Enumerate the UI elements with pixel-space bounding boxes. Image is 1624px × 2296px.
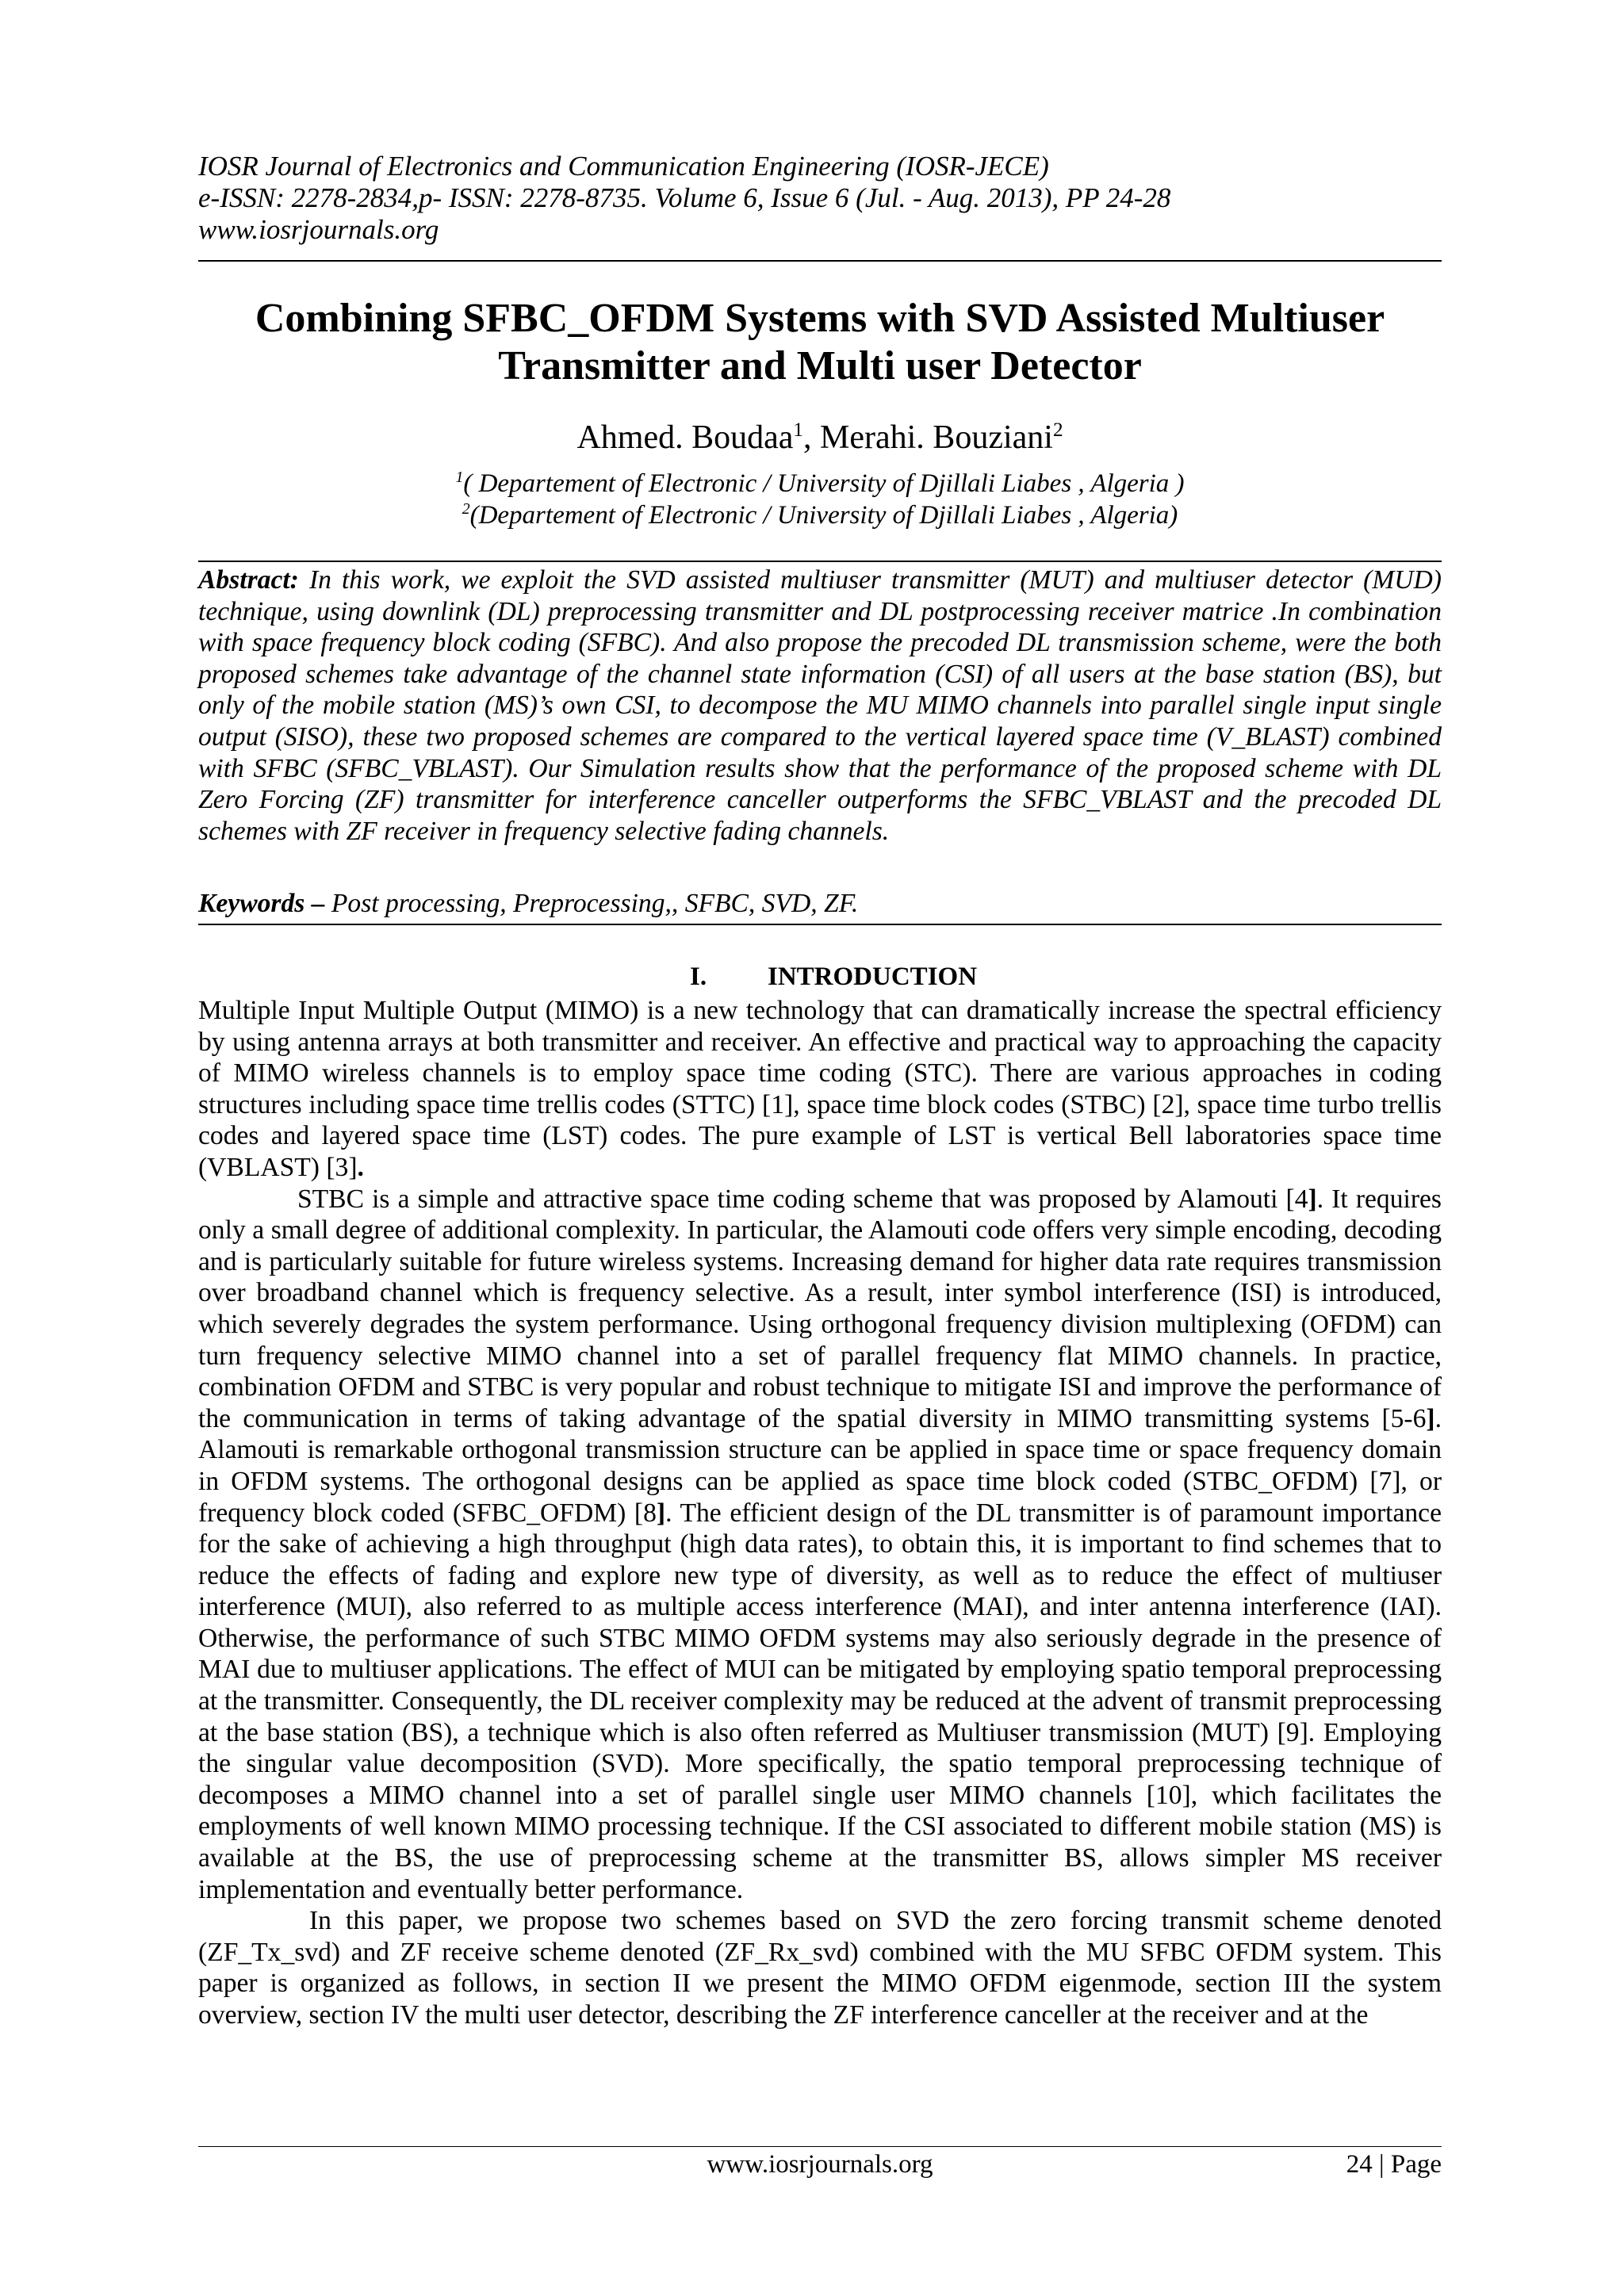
affiliation-1-text: ( Departement of Electronic / University of Djillali Liabes , Algeria ) <box>463 469 1185 498</box>
paragraph-1 <box>198 995 1442 1184</box>
section-number: I. <box>690 962 707 991</box>
paragraph-2 <box>198 1184 1442 1906</box>
author-2: Merahi. Bouziani <box>820 419 1053 456</box>
keywords-label: Keywords – <box>198 889 325 918</box>
author-2-affil-mark: 2 <box>1052 419 1063 441</box>
footer-site: www.iosrjournals.org <box>707 2150 933 2179</box>
paragraph-2-bracket-a: ] <box>1308 1184 1317 1214</box>
footer-page-number: 24 | Page <box>1346 2150 1442 2179</box>
paragraph-2-part-a: STBC is a simple and attractive space time coding scheme that was proposed by Alamouti [4 <box>297 1184 1308 1214</box>
paragraph-3: In this paper, we propose two schemes based on SVD the zero forcing transmit scheme denoted (ZF_Tx_svd) and ZF receive scheme denoted (ZF_Rx_svd) combined with the MU SFBC OFDM system. This paper is organized as follows, in section II we present the MIMO OFDM eigenmode, section III the system overview, section IV the multi user detector, describing the ZF interference canceller at the receiver and at the <box>198 1906 1442 2030</box>
affiliations <box>198 468 1442 531</box>
abstract-label: Abstract: <box>198 565 299 595</box>
header-divider <box>198 260 1442 262</box>
affiliation-1-mark: 1 <box>455 469 464 486</box>
journal-header <box>198 151 1442 246</box>
paragraph-2-bracket-b: ] <box>1426 1403 1435 1433</box>
section-body <box>198 995 1442 2031</box>
affiliation-2 <box>198 499 1442 531</box>
affiliation-2-mark: 2 <box>462 500 470 518</box>
abstract-top-divider <box>198 561 1442 562</box>
journal-issn: e-ISSN: 2278-2834,p- ISSN: 2278-8735. Volume 6, Issue 6 (Jul. - Aug. 2013), PP 24-28 <box>198 182 1171 213</box>
paragraph-2-part-e: . Alamouti is remarkable orthogonal transmission structure can be applied in space time or space frequency domain in OFDM systems. The orthogonal designs can be applied as space time block coded (STBC_OFDM) [7], or frequency block coded (SFBC_OFDM) [8 <box>198 1403 1442 1528</box>
title-line-1: Combining SFBC_OFDM Systems with SVD Assisted Multiuser <box>255 296 1385 341</box>
journal-site: www.iosrjournals.org <box>198 214 439 245</box>
keywords <box>198 888 1442 920</box>
keywords-text: Post processing, Preprocessing,, SFBC, SVD, ZF. <box>324 889 859 918</box>
abstract-text: In this work, we exploit the SVD assisted multiuser transmitter (MUT) and multiuser detector (MUD) technique, using downlink (DL) preprocessing transmitter and DL postprocessing receiver matrice .In combination with space frequency block coding (SFBC). And also propose the precoded DL transmission scheme, were the both proposed schemes take advantage of the channel state information (CSI) of all users at the base station (BS), but only of the mobile station (MS)’s own CSI, to decompose the MU MIMO channels into parallel single input single output (SISO), these two proposed schemes are compared to the vertical layered space time (V_BLAST) combined with SFBC (SFBC_VBLAST). Our Simulation results show that the performance of the proposed scheme with DL Zero Forcing (ZF) transmitter for interference canceller outperforms the SFBC_VBLAST and the precoded DL schemes with ZF receiver in frequency selective fading channels. <box>198 565 1442 846</box>
affiliation-1 <box>198 468 1442 499</box>
author-1: Ahmed. Boudaa <box>576 419 794 456</box>
paragraph-1-end: . <box>357 1152 364 1182</box>
author-separator: , <box>803 419 821 456</box>
abstract-bottom-divider <box>198 924 1442 925</box>
section-title: INTRODUCTION <box>768 962 978 991</box>
paper-title <box>198 295 1442 390</box>
paragraph-2-bracket-c: ] <box>656 1498 666 1528</box>
journal-name: IOSR Journal of Electronics and Communication Engineering (IOSR-JECE) <box>198 151 1049 182</box>
paragraph-1-text: Multiple Input Multiple Output (MIMO) is a new technology that can dramatically increase the spectral efficiency by using antenna arrays at both transmitter and receiver. An effective and practical way to approaching the capacity of MIMO wireless channels is to employ space time coding (STC). There are various approaches in coding structures including space time trellis codes (STTC) [1], space time block codes (STBC) [2], space time turbo trellis codes and layered space time (LST) codes. The pure example of LST is vertical Bell laboratories space time (VBLAST) [3] <box>198 996 1442 1182</box>
affiliation-2-text: (Departement of Electronic / University of Djillali Liabes , Algeria) <box>469 501 1178 530</box>
paragraph-2-part-c: . It requires only a small degree of additional complexity. In particular, the Alamouti code offers very simple encoding, decoding and is particularly suitable for future wireless systems. Increasing demand for higher data rate requires transmission over broadband channel which is frequency selective. As a result, inter symbol interference (ISI) is introduced, which severely degrades the system performance. Using orthogonal frequency division multiplexing (OFDM) can turn frequency selective MIMO channel into a set of parallel frequency flat MIMO channels. In practice, combination OFDM and STBC is very popular and robust technique to mitigate ISI and improve the performance of the communication in terms of taking advantage of the spatial diversity in MIMO transmitting systems [5-6 <box>198 1184 1442 1433</box>
abstract <box>198 564 1442 847</box>
author-list <box>198 418 1442 457</box>
footer-divider <box>198 2146 1442 2147</box>
title-line-2: Transmitter and Multi user Detector <box>498 343 1142 388</box>
paragraph-2-part-g: . The efficient design of the DL transmitter is of paramount importance for the sake of achieving a high throughput (high data rates), to obtain this, it is important to find schemes that to reduce the effects of fading and explore new type of diversity, as well as to reduce the effect of multiuser interference (MUI), also referred to as multiple access interference (MAI), and inter antenna interference (IAI). Otherwise, the performance of such STBC MIMO OFDM systems may also seriously degrade in the presence of MAI due to multiuser applications. The effect of MUI can be mitigated by employing spatio temporal preprocessing at the transmitter. Consequently, the DL receiver complexity may be reduced at the advent of transmit preprocessing at the base station (BS), a technique which is also often referred as Multiuser transmission (MUT) [9]. Employing the singular value decomposition (SVD). More specifically, the spatio temporal preprocessing technique of decomposes a MIMO channel into a set of parallel single user MIMO channels [10], which facilitates the employments of well known MIMO processing technique. If the CSI associated to different mobile station (MS) is available at the BS, the use of preprocessing scheme at the transmitter BS, allows simpler MS receiver implementation and eventually better performance. <box>198 1498 1442 1904</box>
author-1-affil-mark: 1 <box>793 419 804 441</box>
